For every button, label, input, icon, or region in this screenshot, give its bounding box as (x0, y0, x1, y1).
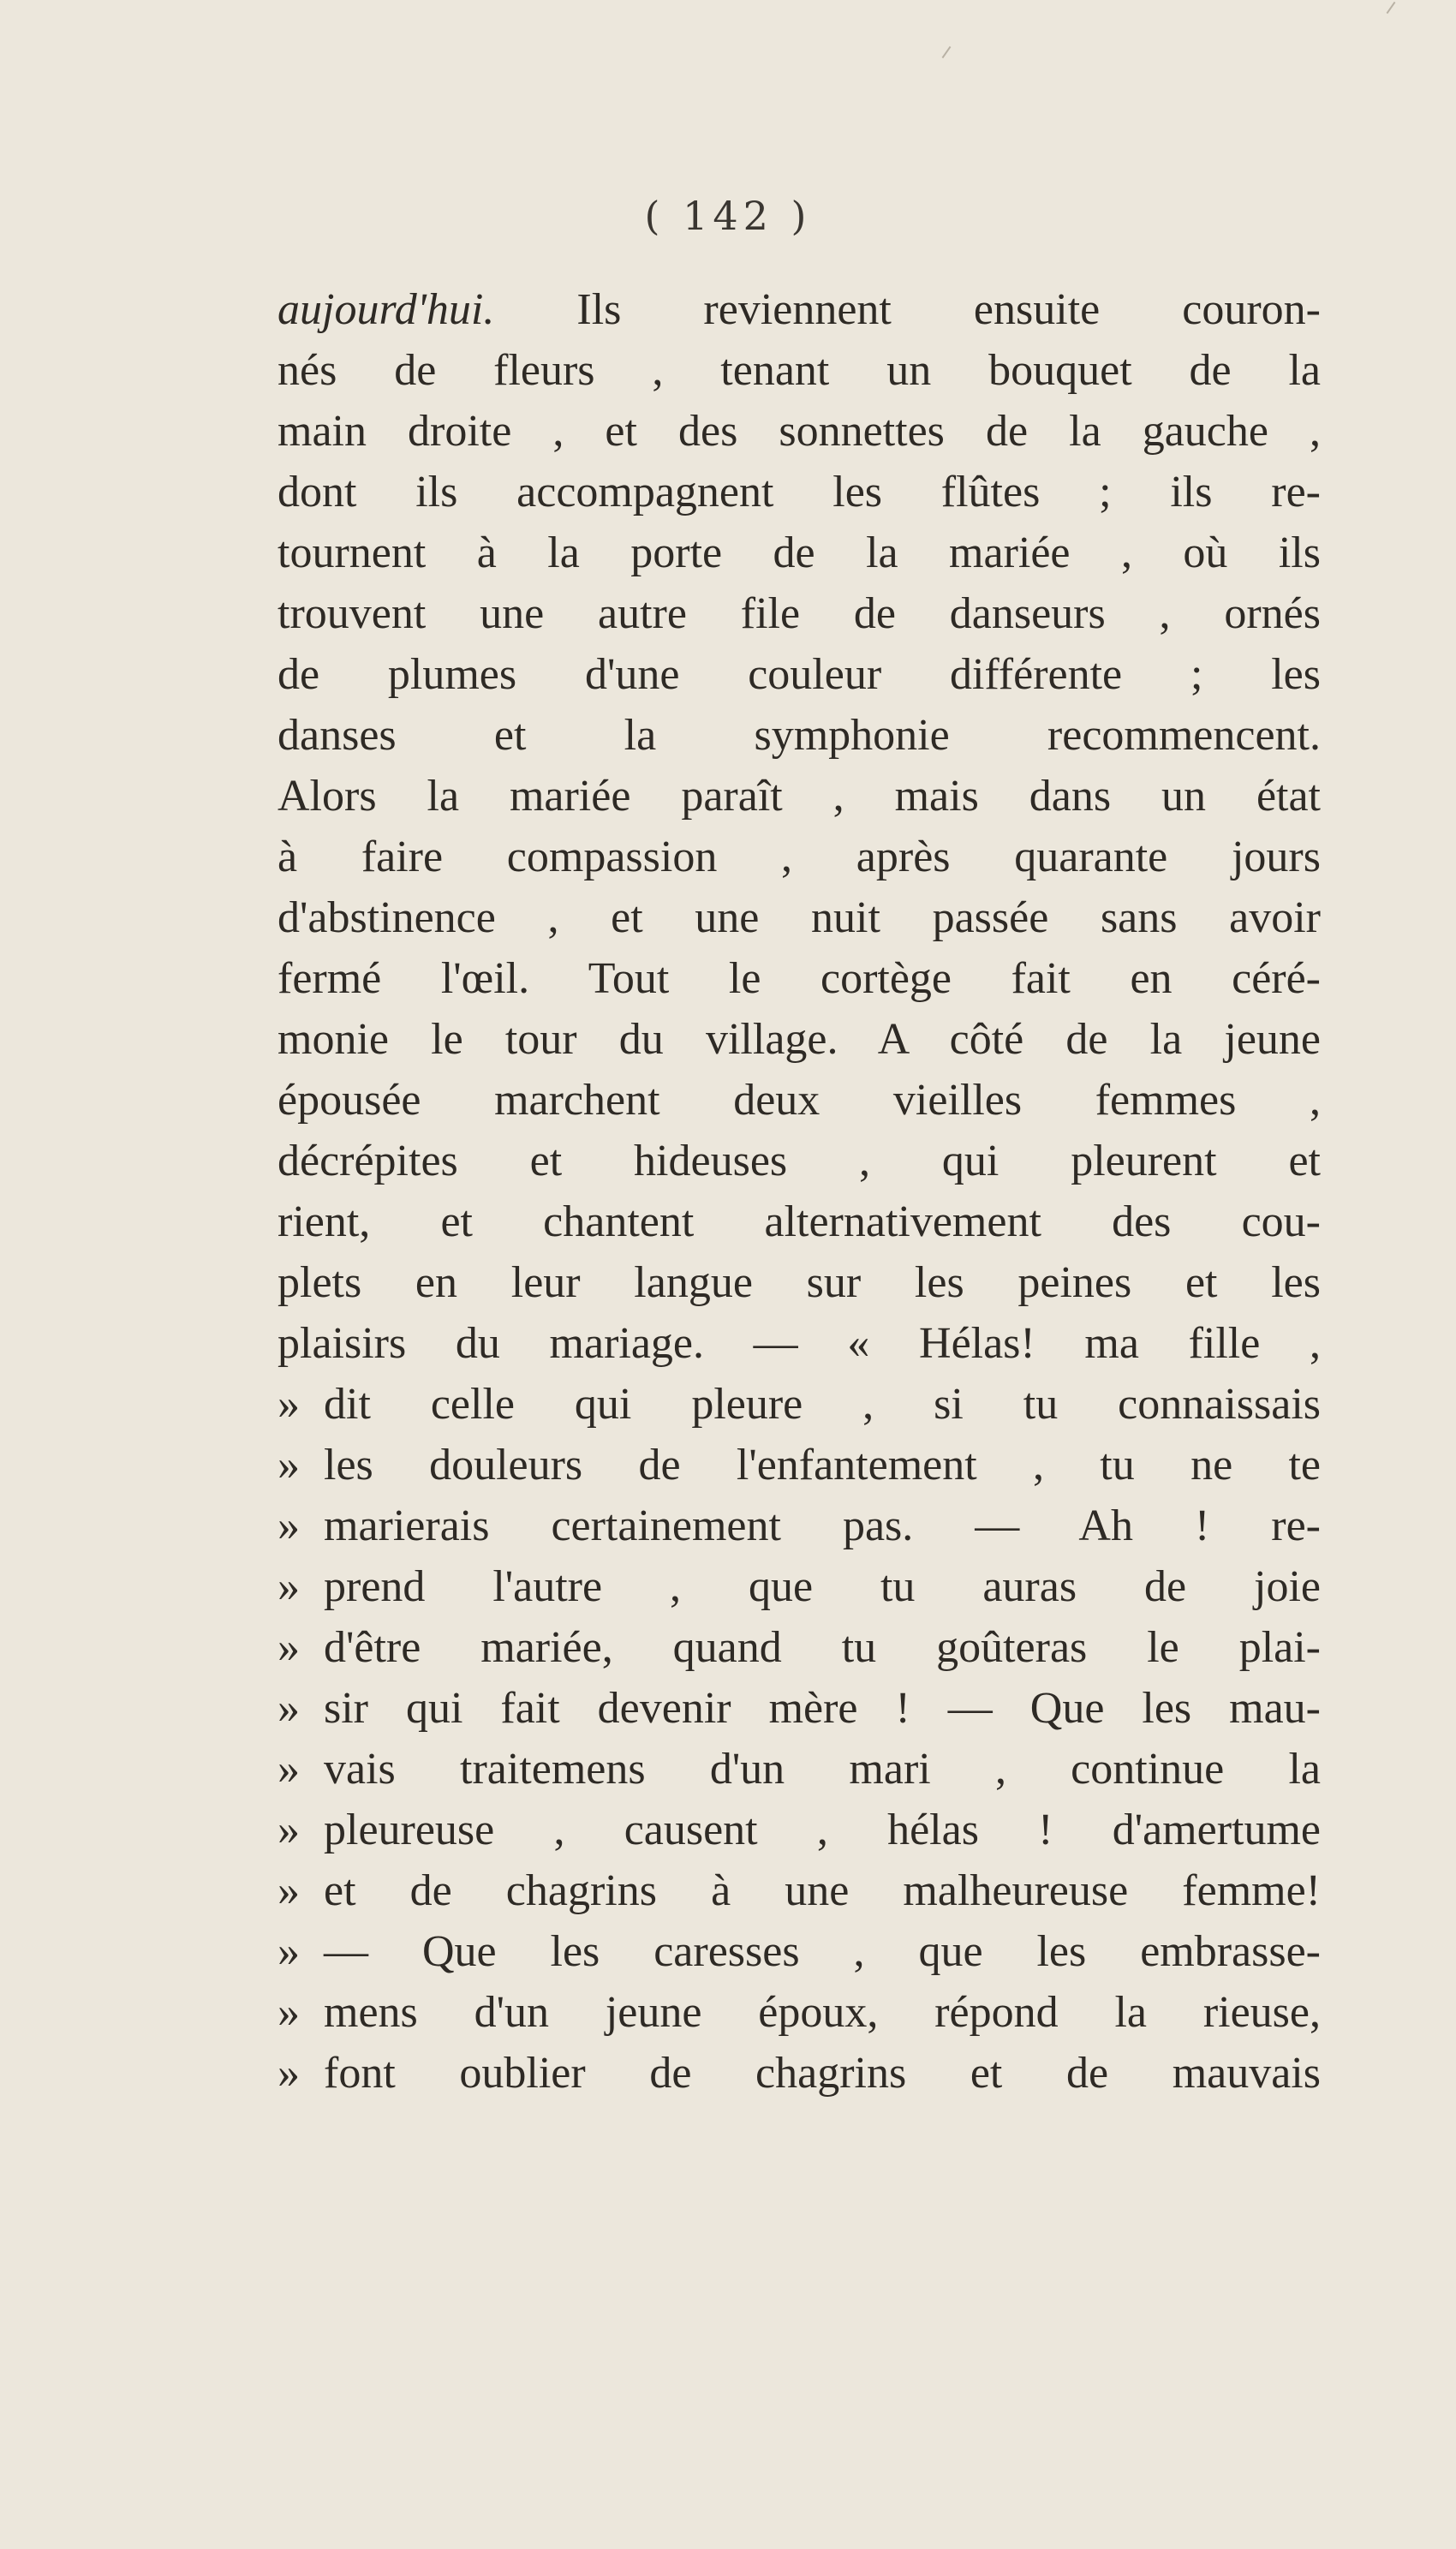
quoted-text: font oublier de chagrins et de mauvais (324, 2049, 1321, 2098)
text-line: danses et la symphonie recommencent. (277, 711, 1321, 760)
quote-mark: » (277, 1501, 300, 1550)
quote-mark: » (277, 2049, 300, 2098)
stray-pencil-mark (942, 46, 952, 58)
text-line: de plumes d'une couleur différente ; les (277, 650, 1321, 699)
quote-mark: » (277, 1806, 300, 1854)
quoted-line (277, 1435, 1321, 1495)
quote-mark: » (277, 1745, 300, 1794)
text-line (277, 279, 1321, 340)
text-line: monie le tour du village. A côté de la jeune (277, 1015, 1321, 1064)
quoted-text: et de chagrins à une malheureuse femme! (324, 1866, 1321, 1915)
text-line: plets en leur langue sur les peines et les (277, 1258, 1321, 1307)
quote-mark: » (277, 1988, 300, 2037)
text-line: Alors la mariée paraît , mais dans un état (277, 772, 1321, 821)
text-line: main droite , et des sonnettes de la gauche , (277, 407, 1321, 456)
text-line: nés de fleurs , tenant un bouquet de la (277, 346, 1321, 395)
quoted-line (277, 2043, 1321, 2104)
quoted-text: marierais certainement pas. — Ah ! re- (324, 1501, 1321, 1550)
quoted-line (277, 1495, 1321, 1556)
quoted-line (277, 1921, 1321, 1982)
text-line: trouvent une autre file de danseurs , ornés (277, 589, 1321, 638)
quoted-line (277, 1739, 1321, 1800)
quote-mark: » (277, 1441, 300, 1489)
text-line: d'abstinence , et une nuit passée sans avoir (277, 893, 1321, 942)
line-rest: Ils reviennent ensuite couron- (494, 285, 1321, 334)
quote-mark: » (277, 1380, 300, 1429)
quote-mark: » (277, 1866, 300, 1915)
quoted-line (277, 1678, 1321, 1739)
quoted-text: mens d'un jeune époux, répond la rieuse, (324, 1988, 1321, 2037)
text-line: à faire compassion , après quarante jours (277, 833, 1321, 881)
text-line: décrépites et hideuses , qui pleurent et (277, 1137, 1321, 1185)
quoted-line (277, 1617, 1321, 1678)
text-line: épousée marchent deux vieilles femmes , (277, 1076, 1321, 1125)
quote-mark: » (277, 1623, 300, 1672)
quoted-text: prend l'autre , que tu auras de joie (324, 1562, 1321, 1611)
quoted-text: les douleurs de l'enfantement , tu ne te (324, 1441, 1321, 1489)
quoted-text: sir qui fait devenir mère ! — Que les mau- (324, 1684, 1321, 1733)
text-line: fermé l'œil. Tout le cortège fait en céré- (277, 954, 1321, 1003)
quoted-line (277, 1374, 1321, 1435)
quoted-text: dit celle qui pleure , si tu connaissais (324, 1380, 1321, 1429)
quote-mark: » (277, 1684, 300, 1733)
italic-word: aujourd'hui. (277, 285, 495, 334)
text-line: tournent à la porte de la mariée , où ils (277, 528, 1321, 577)
quoted-line (277, 1556, 1321, 1617)
quoted-line (277, 1982, 1321, 2043)
quote-mark: » (277, 1927, 300, 1976)
quoted-line (277, 1860, 1321, 1921)
quoted-text: pleureuse , causent , hélas ! d'amertume (324, 1806, 1321, 1854)
quoted-text: d'être mariée, quand tu goûteras le plai- (324, 1623, 1321, 1672)
quoted-line (277, 1800, 1321, 1860)
text-line: dont ils accompagnent les flûtes ; ils re- (277, 468, 1321, 516)
text-line: rient, et chantent alternativement des cou- (277, 1197, 1321, 1246)
quoted-text: vais traitemens d'un mari , continue la (324, 1745, 1321, 1794)
page-number: ( 142 ) (644, 193, 812, 239)
stray-pencil-mark (1387, 2, 1396, 14)
text-line: plaisirs du mariage. — « Hélas! ma fille , (277, 1319, 1321, 1368)
quoted-text: — Que les caresses , que les embrasse- (324, 1927, 1321, 1976)
body-text (277, 279, 1321, 2104)
quote-mark: » (277, 1562, 300, 1611)
